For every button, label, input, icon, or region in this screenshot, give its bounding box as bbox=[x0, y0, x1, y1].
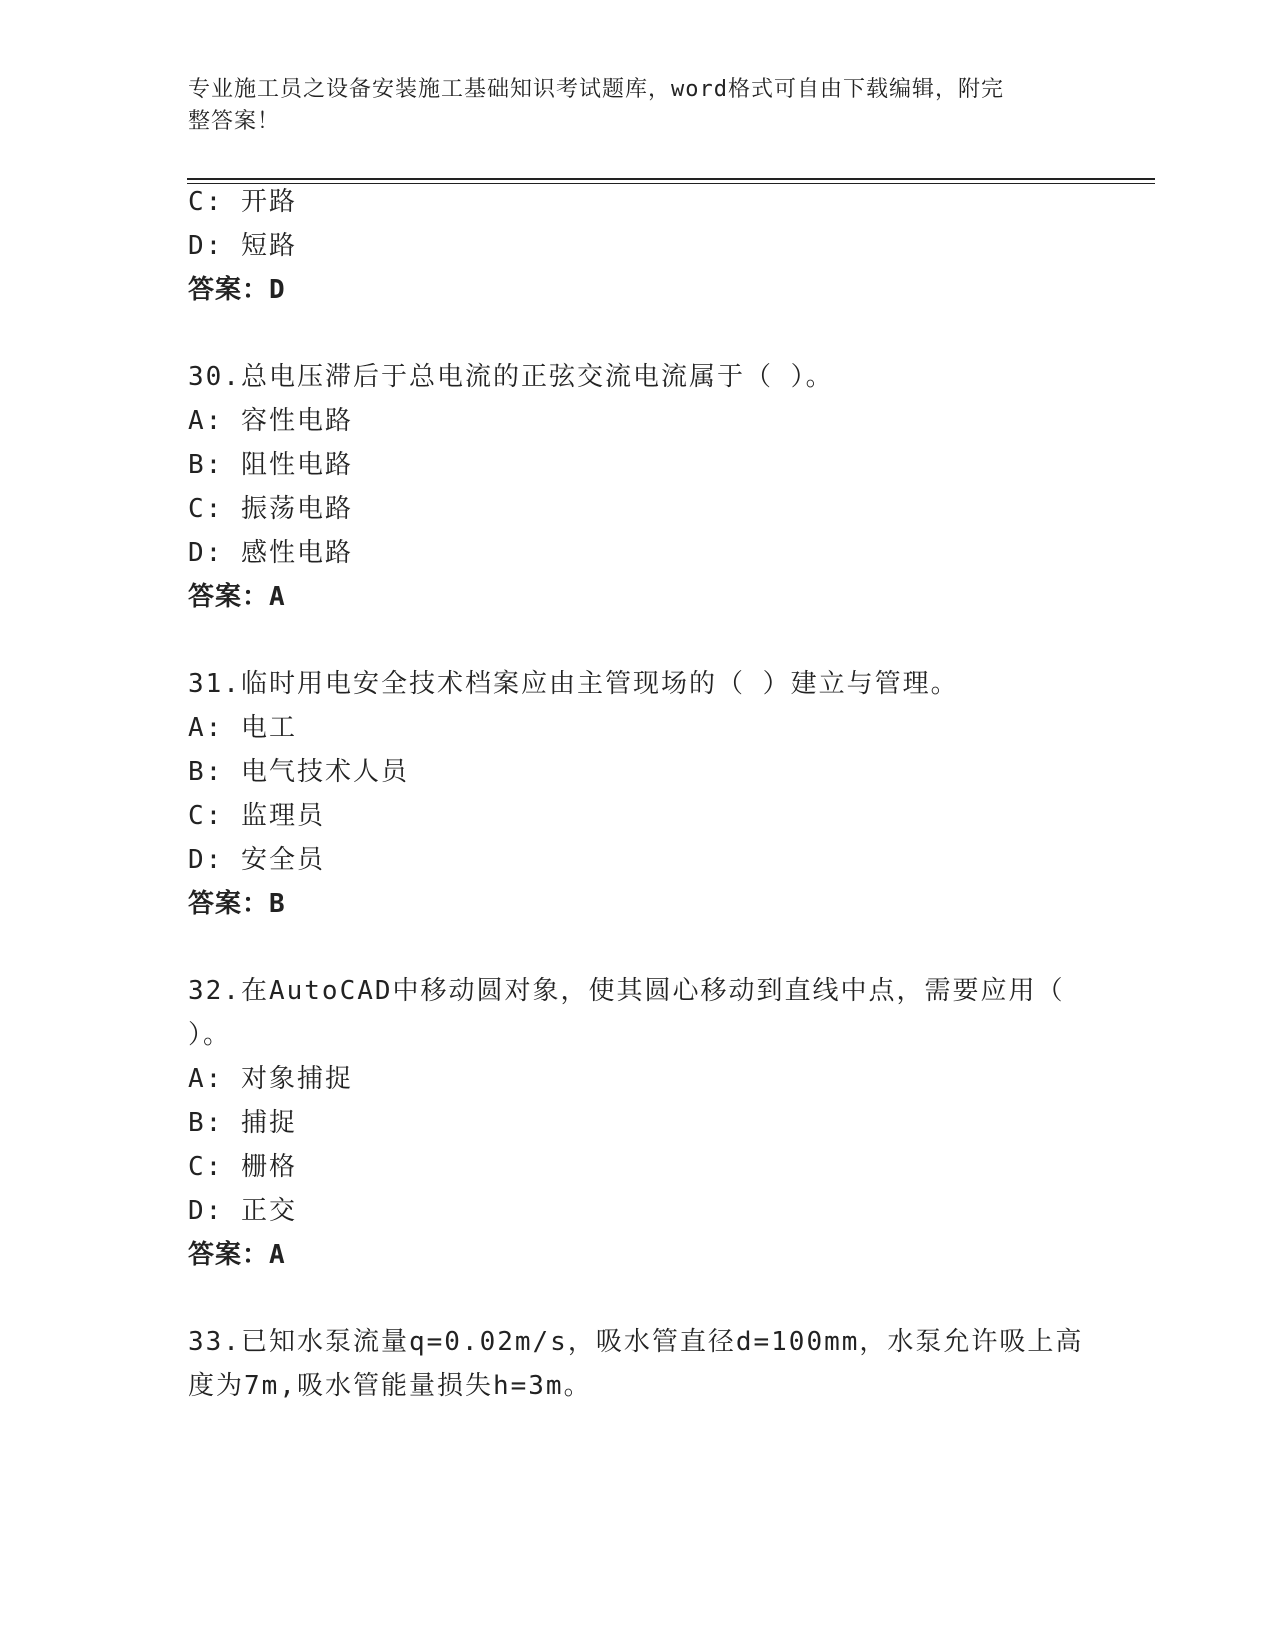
q30-option-a: A: 容性电路 bbox=[188, 406, 353, 436]
header-line-1: 专业施工员之设备安装施工基础知识考试题库，word格式可自由下载编辑，附完 bbox=[188, 77, 1004, 102]
q31-question: 31.临时用电安全技术档案应由主管现场的（ ）建立与管理。 bbox=[188, 669, 959, 699]
q31-option-a: A: 电工 bbox=[188, 713, 297, 743]
q30-option-b: B: 阻性电路 bbox=[188, 450, 353, 480]
q31-option-d: D: 安全员 bbox=[188, 845, 325, 875]
prev-option-c: C: 开路 bbox=[188, 187, 297, 217]
document-header bbox=[188, 74, 1068, 138]
q32-option-d: D: 正交 bbox=[188, 1196, 297, 1226]
q32-option-a: A: 对象捕捉 bbox=[188, 1064, 353, 1094]
header-divider-thick bbox=[187, 178, 1155, 180]
q32-answer: 答案：A bbox=[188, 1240, 286, 1270]
q32-question-line-1: 32.在AutoCAD中移动圆对象，使其圆心移动到直线中点，需要应用（ bbox=[188, 976, 1065, 1006]
prev-answer: 答案：D bbox=[188, 275, 286, 305]
q30-question: 30.总电压滞后于总电流的正弦交流电流属于（ ）。 bbox=[188, 362, 834, 392]
q30-answer: 答案：A bbox=[188, 582, 286, 612]
q32-option-b: B: 捕捉 bbox=[188, 1108, 297, 1138]
q31-answer: 答案：B bbox=[188, 889, 286, 919]
q30-option-c: C: 振荡电路 bbox=[188, 494, 353, 524]
q31-option-c: C: 监理员 bbox=[188, 801, 325, 831]
q32-option-c: C: 栅格 bbox=[188, 1152, 297, 1182]
q31-option-b: B: 电气技术人员 bbox=[188, 757, 409, 787]
header-divider-thin bbox=[187, 183, 1155, 184]
q30-option-d: D: 感性电路 bbox=[188, 538, 353, 568]
prev-option-d: D: 短路 bbox=[188, 231, 297, 261]
q33-question-line-2: 度为7m,吸水管能量损失h=3m。 bbox=[188, 1371, 592, 1401]
header-line-2: 整答案！ bbox=[188, 109, 281, 134]
q33-question-line-1: 33.已知水泵流量q=0.02m/s，吸水管直径d=100mm，水泵允许吸上高 bbox=[188, 1327, 1084, 1357]
q32-question-line-2: ）。 bbox=[188, 1020, 232, 1050]
